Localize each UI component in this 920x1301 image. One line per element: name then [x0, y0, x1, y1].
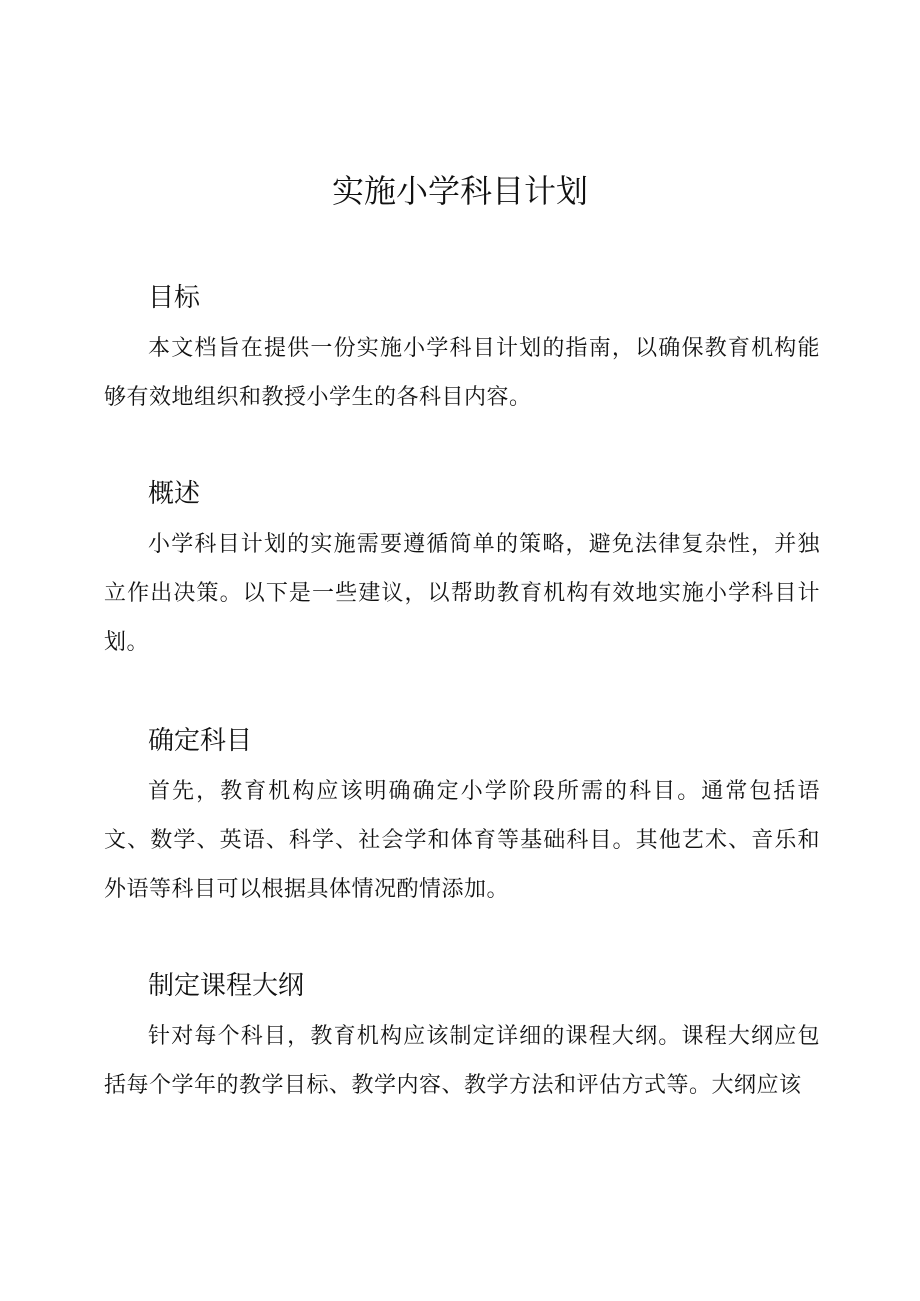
section-body-overview: 小学科目计划的实施需要遵循简单的策略，避免法律复杂性，并独立作出决策。以下是一些建议，以帮助教育机构有效地实施小学科目计划。	[104, 532, 820, 655]
section-body-determine-subjects: 首先，教育机构应该明确确定小学阶段所需的科目。通常包括语文、数学、英语、科学、社会学和体育等基础科目。其他艺术、音乐和外语等科目可以根据具体情况酌情添加。	[104, 779, 820, 902]
section-heading-goal: 目标	[148, 283, 201, 313]
document-title: 实施小学科目计划	[331, 172, 588, 210]
section-heading-syllabus: 制定课程大纲	[148, 971, 305, 1001]
section-body-syllabus: 针对每个科目，教育机构应该制定详细的课程大纲。课程大纲应包括每个学年的教学目标、教学内容、教学方法和评估方式等。大纲应该	[104, 1024, 820, 1098]
section-heading-determine-subjects: 确定科目	[148, 726, 253, 756]
section-body-goal: 本文档旨在提供一份实施小学科目计划的指南，以确保教育机构能够有效地组织和教授小学生的各科目内容。	[104, 336, 820, 410]
section-heading-overview: 概述	[148, 479, 201, 509]
